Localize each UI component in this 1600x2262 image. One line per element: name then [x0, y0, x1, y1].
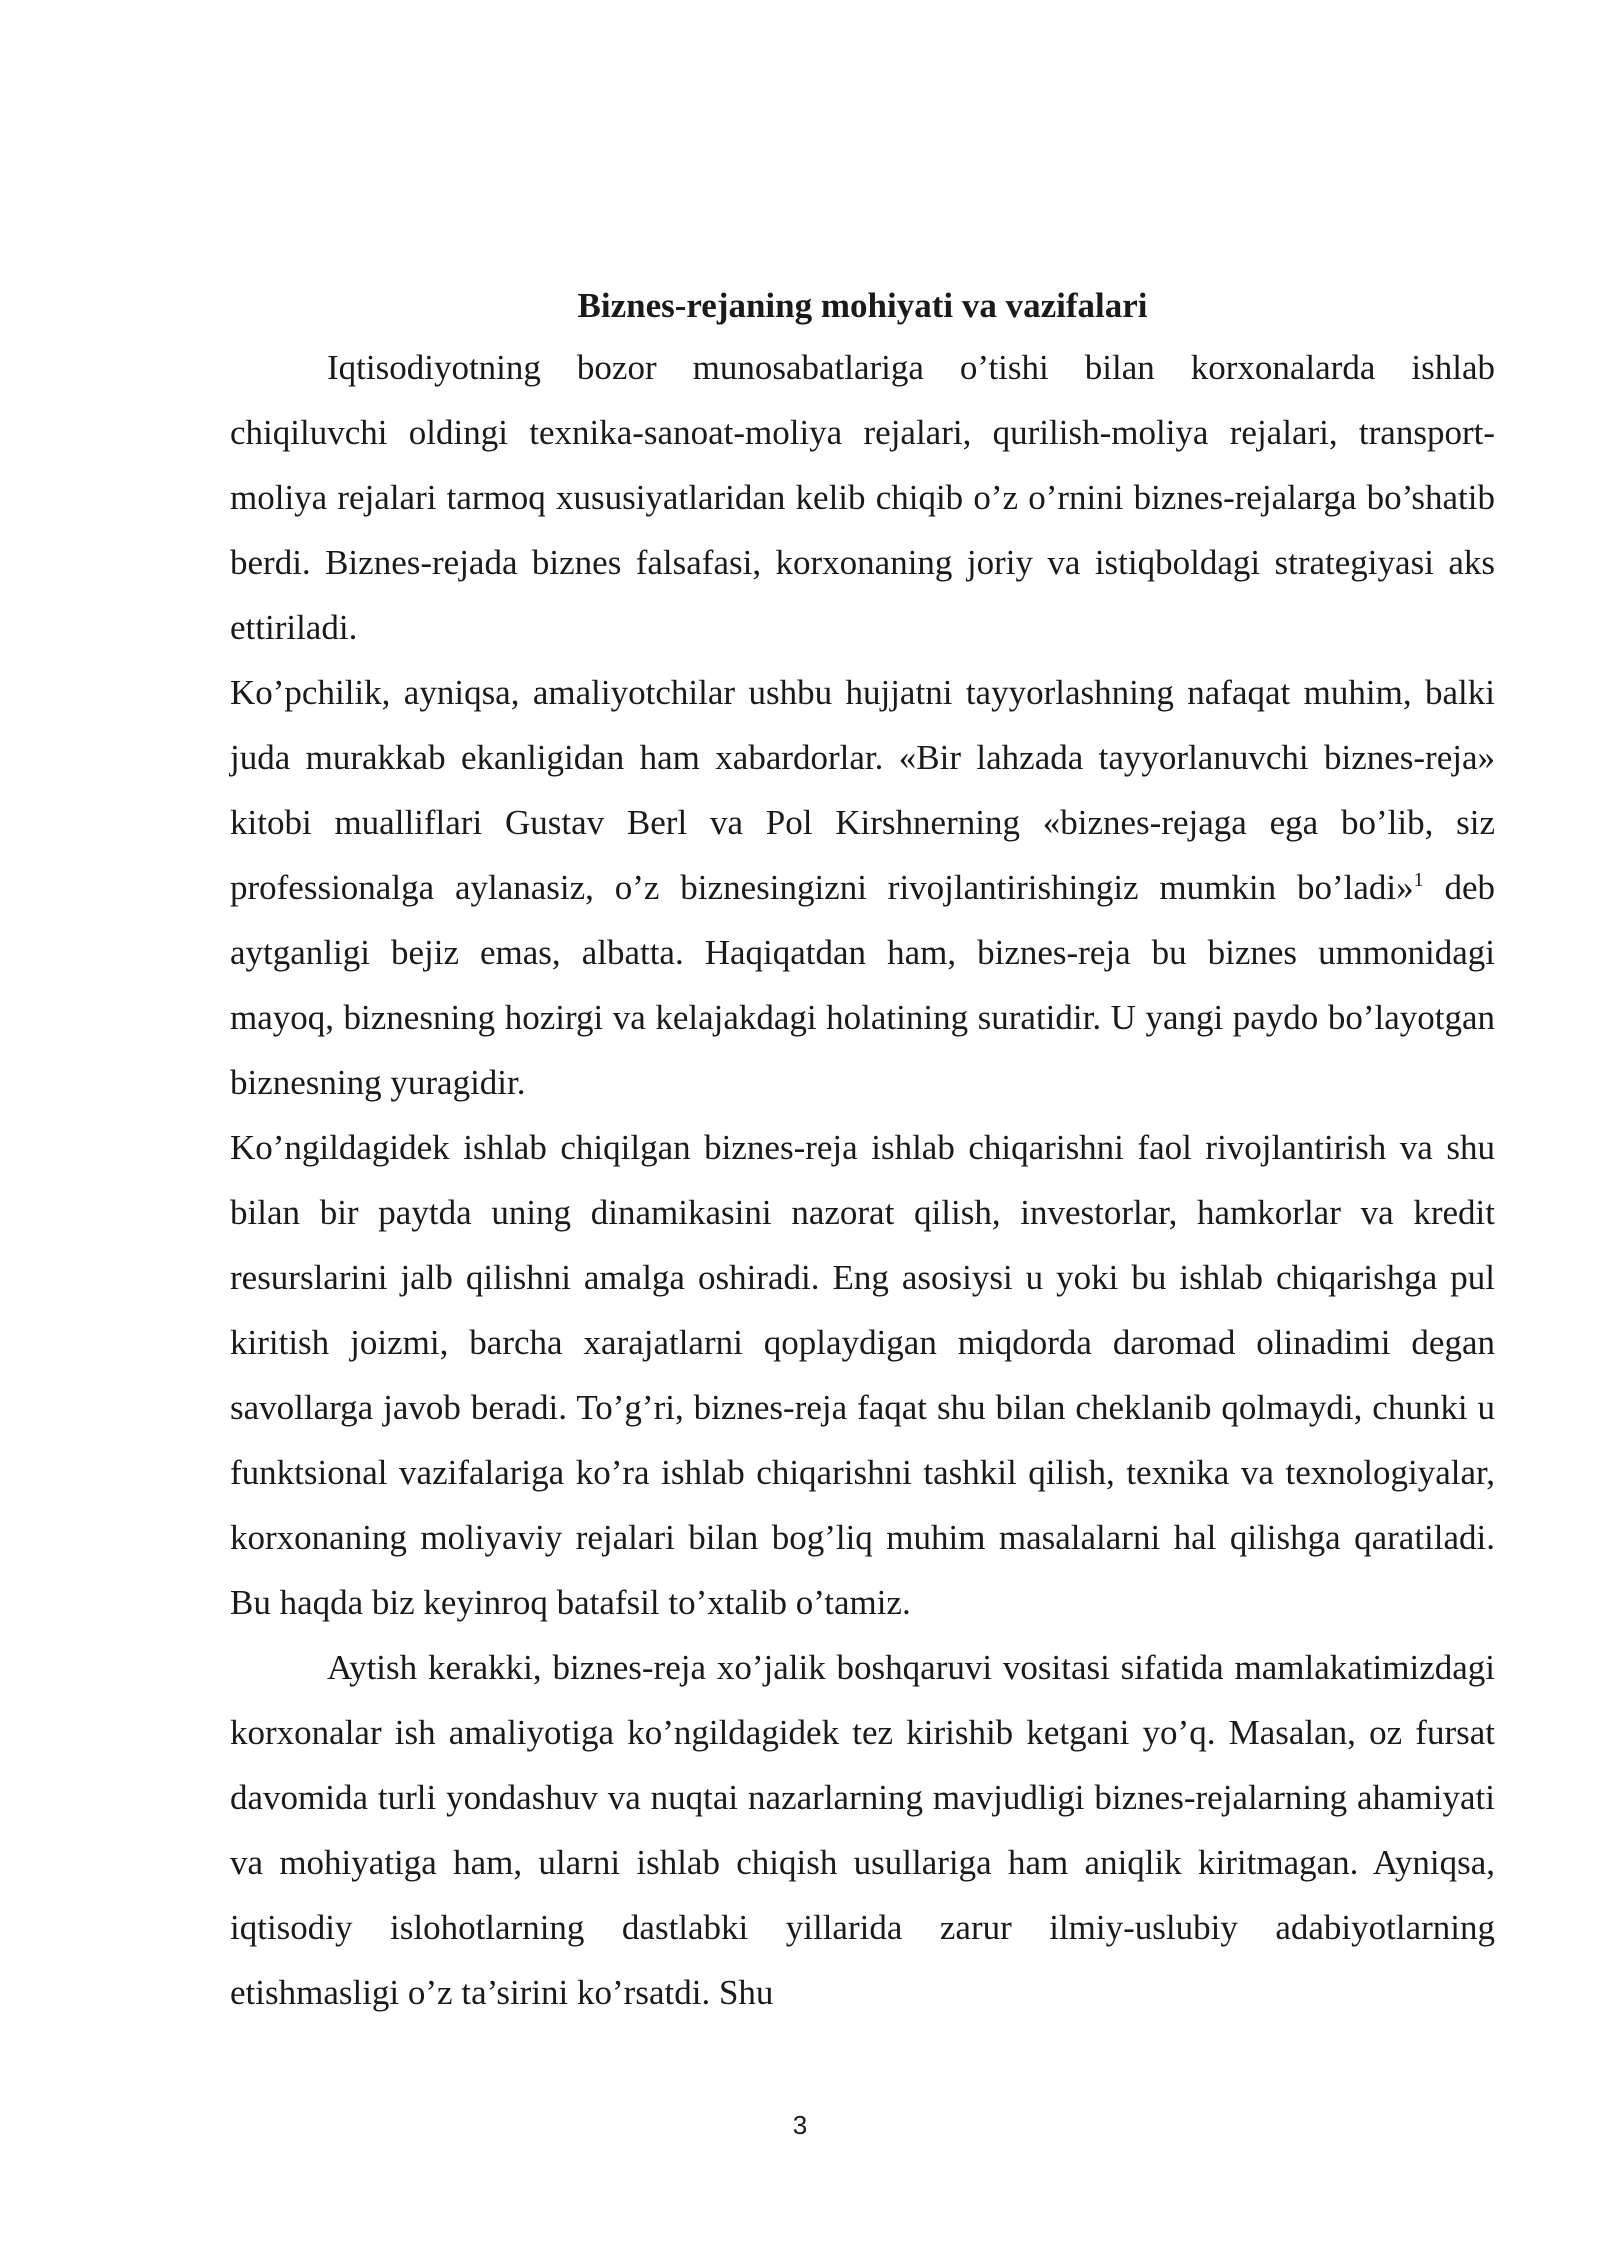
- page-title: Biznes-rejaning mohiyati va vazifalari: [577, 286, 1148, 325]
- paragraph-3: Ko’ngildagidek ishlab chiqilgan biznes-reja ishlab chiqarishni faol rivojlantirish va shu bilan bir paytda uning dinamikasini nazorat qilish, investorlar, hamkorlar va kredit resurslarini jalb qilishni amalga oshiradi. Eng asosiysi u yoki bu ishlab chiqarishga pul kiritish joizmi, barcha xarajatlarni qoplaydigan miqdorda daromad olinadimi degan savollarga javob beradi. To’g’ri, biznes-reja faqat shu bilan cheklanib qolmaydi, chunki u funktsional vazifalariga ko’ra ishlab chiqarishni tashkil qilish, texnika va texnologiyalar, korxonaning moliyaviy rejalari bilan bog’liq muhim masalalarni hal qilishga qaratiladi. Bu haqda biz keyinroq batafsil to’xtalib o’tamiz.: [230, 1128, 1495, 1622]
- paragraph-2: [230, 660, 1495, 1115]
- page-number: 3: [792, 2110, 808, 2140]
- paragraph-4: Aytish kerakki, biznes-reja xo’jalik boshqaruvi vositasi sifatida mamlakatimizdagi korxonalar ish amaliyotiga ko’ngildagidek tez kirishib ketgani yo’q. Masalan, oz fursat davomida turli yondashuv va nuqtai nazarlarning mavjudligi biznes-rejalarning ahamiyati va mohiyatiga ham, ularni ishlab chiqish usullariga ham aniqlik kiritmagan. Ayniqsa, iqtisodiy islohotlarning dastlabki yillarida zarur ilmiy-uslubiy adabiyotlarning etishmasligi o’z ta’sirini ko’rsatdi. Shu: [230, 1648, 1495, 2012]
- paragraph-2-continuation: deb aytganligi bejiz emas, albatta. Haqiqatdan ham, biznes-reja bu biznes ummonidagi mayoq, biznesning hozirgi va kelajakdagi holatining suratidir. U yangi paydo bo’layotgan biznesning yuragidir.: [230, 868, 1495, 1102]
- paragraph-1: Iqtisodiyotning bozor munosabatlariga o’tishi bilan korxonalarda ishlab chiqiluvchi oldingi texnika-sanoat-moliya rejalari, qurilish-moliya rejalari, transport-moliya rejalari tarmoq xususiyatlaridan kelib chiqib o’z o’rnini biznes-rejalarga bo’shatib berdi. Biznes-rejada biznes falsafasi, korxonaning joriy va istiqboldagi strategiyasi aks ettiriladi.: [230, 348, 1495, 647]
- paragraph-2-text: Ko’pchilik, ayniqsa, amaliyotchilar ushbu hujjatni tayyorlashning nafaqat muhim, balki juda murakkab ekanligidan ham xabardorlar. «Bir lahzada tayyorlanuvchi biznes-reja» kitobi mualliflari Gustav Berl va Pol Kirshnerning «biznes-rejaga ega bo’lib, siz professionalga aylanasiz, o’z biznesingizni rivojlantirishingiz mumkin bo’ladi»: [230, 673, 1495, 907]
- footnote-marker[interactable]: 1: [1413, 869, 1424, 891]
- page-body: [230, 282, 1495, 2025]
